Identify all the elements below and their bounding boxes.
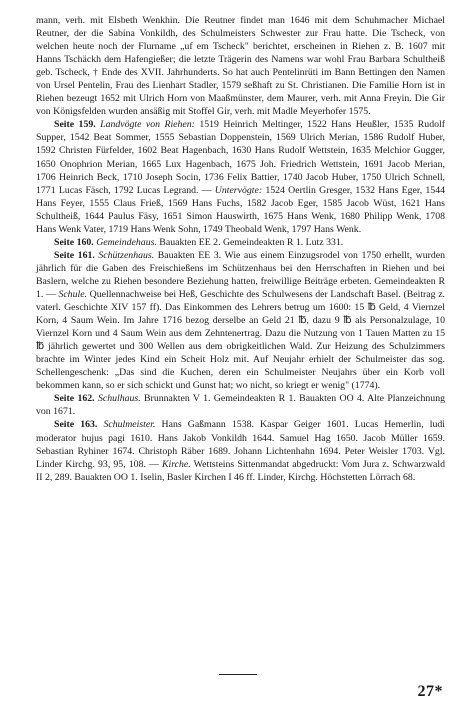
section-heading: Untervögte: bbox=[214, 184, 263, 196]
section-ref: Seite 160. bbox=[54, 236, 94, 248]
paragraph bbox=[36, 392, 445, 418]
text-run: Brunnakten V 1. Gemeindeakten R 1. Bauakten OO 4. Alte Planzeichnung von 1671. bbox=[36, 393, 445, 418]
section-heading: Landvögte von Riehen: bbox=[100, 119, 195, 131]
section-ref: Seite 159. bbox=[54, 119, 96, 131]
text-run: Bauakten EE 2. Gemeindeakten R 1. Lutz 331. bbox=[156, 236, 344, 248]
section-ref: Seite 163. bbox=[54, 419, 98, 431]
section-ref: Seite 162. bbox=[54, 393, 95, 405]
paragraph bbox=[36, 14, 445, 118]
text-run: Hans Gaßmann 1538. Kaspar Geiger 1601. Lucas Hemerlin, ludi moderator hujus pagi 1610. Hans Jakob Vonkildh 1644. Samuel Hag 1650. Jacob Müller 1659. Sebastian Ryhiner 1674. Christoph Räber 1689. Johann Lichtenhahn 1694. Peter Weisler 1703. Vgl. Linder Kirchg. 93, 95, 108. — bbox=[36, 419, 445, 470]
section-heading: Kirche. bbox=[161, 458, 191, 470]
footer-rule bbox=[219, 674, 257, 675]
paragraph bbox=[36, 236, 445, 249]
body-text bbox=[36, 14, 445, 484]
section-heading: Schule. bbox=[58, 288, 88, 300]
section-heading: Schulhaus. bbox=[97, 393, 141, 405]
page-number: 27* bbox=[417, 683, 443, 700]
text-run: Bauakten EE 3. Wie aus einem Einzugsrodel von 1750 erhellt, wurden jährlich für die Gaben des Freischießens im Schützenhaus bei den Herrschaften in Riehen und bei Baslern, welche zu Riehen besondere Beziehung hatten, freiwillige Beiträge erbeten. Gemeindeakten R 1. — bbox=[36, 249, 445, 300]
paragraph bbox=[36, 418, 445, 483]
section-ref: Seite 161. bbox=[54, 249, 95, 261]
text-run: mann, verh. mit Elsbeth Wenkhin. Die Reutner findet man 1646 mit dem Schuhmacher Michael Reutner, der die Sabina Vonkildh, des Schulmeisters Schwester zur Frau hatte. Die Tscheck, von welchen heute noch der Flurname „uf em Tscheck" berichtet, erscheinen in Riehen z. B. 1607 mit Hanns Tschäckh dem Hafengießer; die letzte Trägerin des Namens war wohl Frau Barbara Schultheiß geb. Tscheck, † Ende des XVII. Jahrhunderts. So hat auch Pentelinrüti im Bann Bettingen den Namen von Ursel Pentelin, Frau des Lienhart Stadler, 1579 seßhaft zu St. Christianen. Die Familie Horn ist in Riehen bezeugt 1652 mit Ulrich Horn von Maaßmünster, dem Maurer, verh. mit Anna Freyin. Die Gir von Königsfelden wurden ansäßig mit Stoffel Gir, verh. mit Madle Meyerhofer 1575. bbox=[36, 15, 445, 118]
section-heading: Gemeindehaus. bbox=[96, 236, 157, 248]
paragraph bbox=[36, 118, 445, 235]
text-run: 1524 Oertlin Gresger, 1532 Hans Eger, 1544 Hans Feyer, 1555 Claus Frieß, 1569 Hans Fuchs, 1582 Jacob Eger, 1585 Jacob Wüst, 1621 Hans Schultheiß, 1644 Paulus Fäsy, 1651 Simon Hauswirth, 1675 Hans Wenk, 1680 Philipp Wenk, 1708 Hans Wenk Vater, 1719 Hans Wenk Sohn, 1749 Theobald Wenk, 1797 Hans Wenk. bbox=[36, 184, 445, 235]
text-run: Quellennachweise bei Heß, Geschichte des Schulwesens der Landschaft Basel. (Beitrag z. vaterl. Geschichte XIV 157 ff). Das Einkommen des Lehrers betrug um 1600: 15 ℔ Geld, 4 Viernzel Korn, 4 Saum Wein. Im Jahre 1716 bezog derselbe an Geld 21 ℔, dazu 9 ℔ als Personalzulage, 10 Viernzel Korn und 4 Saum Wein aus dem Zehntenertrag. Dazu die Nutzung von 1 Tauen Matten zu 15 ℔ jährlich gewertet und 300 Wellen aus dem obrigkeitlichen Wald. Zur Heizung des Schulzimmers brachte im Winter jedes Kind ein Scheit Holz mit. Auf Neujahr erhielt der Schulmeister das sog. Schellengeschenk: „Das sind die Kuchen, deren ein Schulmeister Neujahrs über ein Korb voll bekommen kann, so er sich schickt und Gunst hat; wo nicht, so kriegt er wenig" (1774). bbox=[36, 288, 445, 392]
text-run: Wettsteins Sittenmandat abgedruckt: Vom Jura z. Schwarzwald II 2, 289. Bauakten OO 1. Iselin, Basler Kirchen I 46 ff. Linder, Kirchg. Höchstetten Lörrach 68. bbox=[36, 458, 445, 483]
section-heading: Schulmeister. bbox=[103, 419, 156, 431]
text-run: 1519 Heinrich Meltinger, 1522 Hans Heußler, 1535 Rudolf Supper, 1542 Beat Sommer, 1555 Sebastian Doppenstein, 1569 Ulrich Merian, 1586 Rudolf Huber, 1592 Christen Fürfelder, 1602 Beat Hagenbach, 1630 Hans Rudolf Wettstein, 1635 Melchior Gugger, 1650 Onophrion Merian, 1665 Lux Hagenbach, 1675 Joh. Friedrich Wettstein, 1691 Jacob Merian, 1706 Heinrich Beck, 1710 Joseph Socin, 1736 Felix Battier, 1740 Jacob Huber, 1750 Ulrich Schnell, 1771 Lucas Fäsch, 1792 Lucas Legrand. — bbox=[36, 119, 445, 196]
paragraph bbox=[36, 249, 445, 393]
section-heading: Schützenhaus. bbox=[98, 249, 155, 261]
